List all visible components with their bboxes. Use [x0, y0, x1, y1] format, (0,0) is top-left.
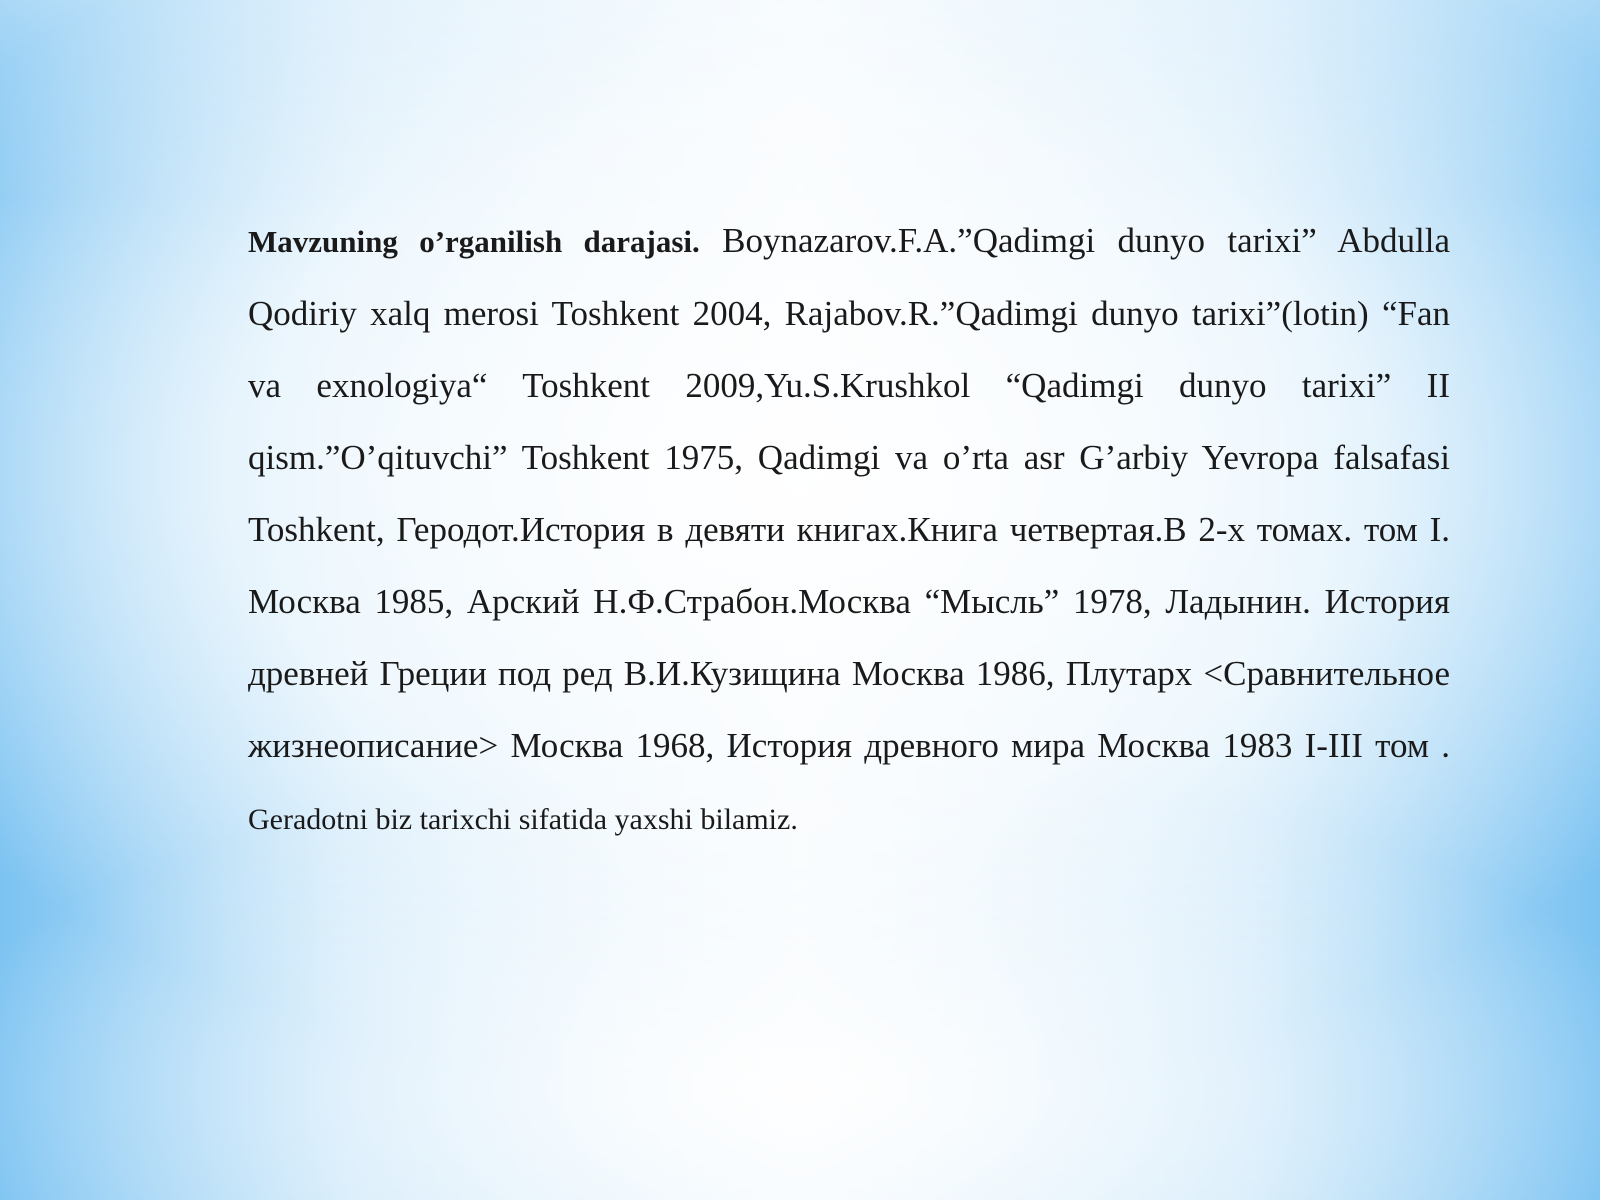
slide-text-block [248, 205, 1450, 856]
section-heading: Mavzuning o’rganilish darajasi. [248, 224, 700, 259]
closing-sentence: Geradotni biz tarixchi sifatida yaxshi bilamiz. [248, 803, 798, 836]
references-text: Boynazarov.F.A.”Qadimgi dunyo tarixi” Abdulla Qodiriy xalq merosi Toshkent 2004, Rajabov.R.”Qadimgi dunyo tarixi”(lotin) “Fan va exnologiya“ Toshkent 2009,Yu.S.Krushkol “Qadimgi dunyo tarixi” II qism.”O’qituvchi” Toshkent 1975, Qadimgi va o’rta asr G’arbiy Yevropa falsafasi Toshkent, Геродот.История в девяти книгах.Книга четвертая.В 2-х томах. том I. Москва 1985, Арский Н.Ф.Страбон.Москва “Мысль” 1978, Ладынин. История древней Греции под ред В.И.Кузищина Москва 1986, Плутарх <Сравнительное жизнеописание> Москва 1968, История древного мира Москва 1983 I-III том . [248, 221, 1450, 765]
background-sheen [0, 0, 1600, 200]
